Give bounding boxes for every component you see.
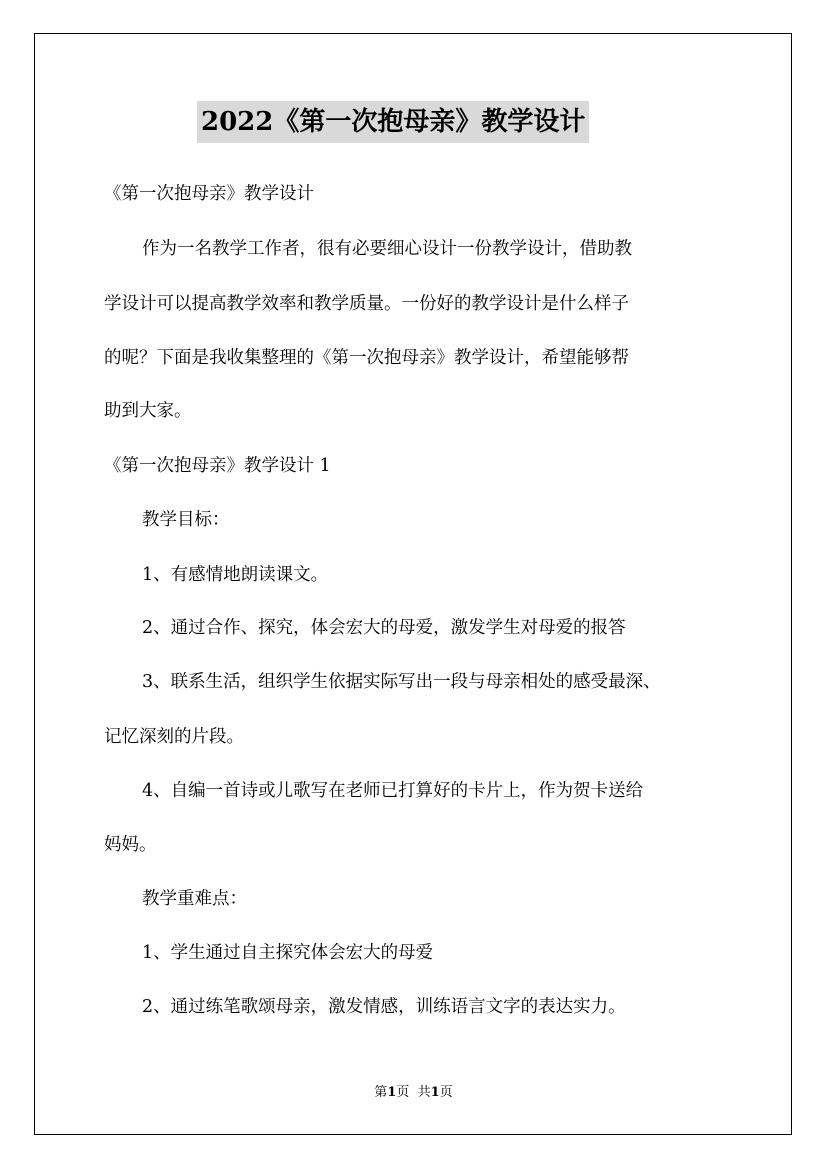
section-heading: 《第一次抱母亲》教学设计 1 <box>104 456 331 476</box>
body-line: 2、通过合作、探究，体会宏大的母爱，激发学生对母爱的报答 <box>142 618 626 638</box>
body-line: 教学重难点： <box>142 889 247 909</box>
body-line: 教学目标： <box>142 510 230 530</box>
footer-total-prefix: 共 <box>417 1085 431 1100</box>
body-line: 2、通过练笔歌颂母亲，激发情感，训练语言文字的表达实力。 <box>142 997 626 1017</box>
body-line: 的呢？下面是我收集整理的《第一次抱母亲》教学设计，希望能够帮 <box>104 348 629 368</box>
body-line: 1、学生通过自主探究体会宏大的母爱 <box>142 943 434 963</box>
footer-page-suffix: 页 <box>396 1085 410 1100</box>
body-line: 4、自编一首诗或儿歌写在老师已打算好的卡片上，作为贺卡送给 <box>142 781 644 801</box>
footer-total-number: 1 <box>430 1085 440 1100</box>
body-line: 妈妈。 <box>104 835 157 855</box>
body-line: 助到大家。 <box>104 401 192 421</box>
footer-total-suffix: 页 <box>439 1085 453 1100</box>
body-line: 1、有感情地朗读课文。 <box>142 565 329 585</box>
body-line: 3、联系生活，组织学生依据实际写出一段与母亲相处的感受最深、 <box>142 672 661 692</box>
page-footer <box>0 1085 827 1101</box>
body-line: 作为一名教学工作者，很有必要细心设计一份教学设计，借助教 <box>142 239 632 259</box>
footer-page-number: 1 <box>387 1085 397 1100</box>
document-title: 2022《第一次抱母亲》教学设计 <box>197 101 589 143</box>
body-line: 学设计可以提高教学效率和教学质量。一份好的教学设计是什么样子 <box>104 294 629 314</box>
footer-page-prefix: 第 <box>374 1085 388 1100</box>
subtitle-line: 《第一次抱母亲》教学设计 <box>104 184 314 204</box>
body-line: 记忆深刻的片段。 <box>104 727 244 747</box>
